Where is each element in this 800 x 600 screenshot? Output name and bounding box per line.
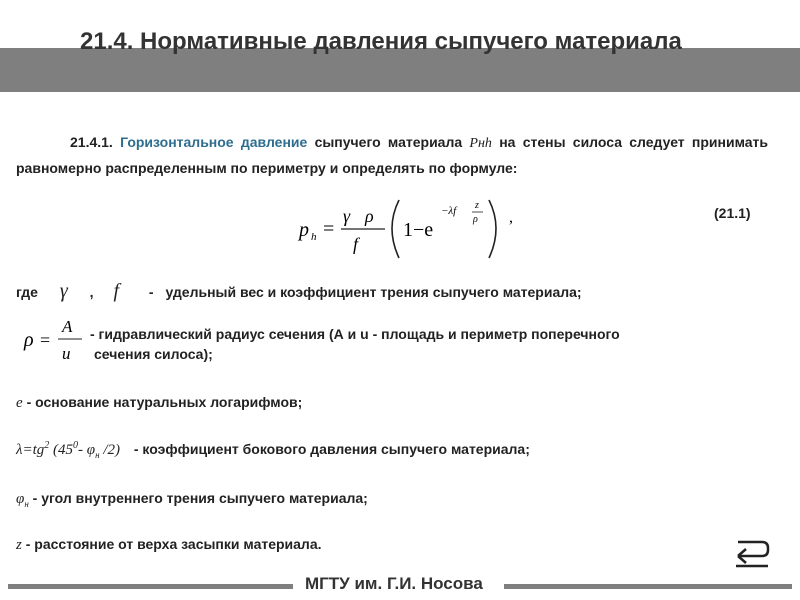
- where-dash: -: [148, 284, 154, 300]
- rho-text-1: - гидравлический радиус сечения (А и u - площадь и периметр поперечного: [90, 326, 620, 342]
- return-arrow-icon[interactable]: [732, 536, 772, 570]
- footer-text: МГТУ им. Г.И. Носова: [305, 574, 483, 593]
- where-line: [16, 280, 582, 303]
- formula-rho: ρ: [365, 206, 374, 226]
- formula-right-paren: [489, 200, 496, 258]
- rho-equals: =: [40, 330, 51, 350]
- formula-exp-num: z: [475, 200, 479, 211]
- footer-line-right: [504, 584, 792, 589]
- phi-text: - угол внутреннего трения сыпучего материала;: [32, 490, 368, 506]
- paragraph-text-a: сыпучего материала: [314, 134, 463, 150]
- formula-21-1: [295, 192, 525, 264]
- lambda-line: [16, 440, 530, 460]
- z-symbol: z: [16, 537, 22, 553]
- rho-text-2: сечения силоса);: [94, 346, 213, 362]
- formula-f: f: [353, 234, 359, 254]
- formula-left-paren: [392, 200, 399, 258]
- paragraph-21-4-1: [16, 130, 768, 180]
- footer-line-left: [8, 584, 293, 589]
- rho-denominator: u: [62, 344, 71, 363]
- rho-numerator: A: [62, 317, 73, 336]
- phi-symbol: $\varphi_н$: [16, 491, 29, 509]
- formula-trailing-comma: ,: [509, 209, 513, 226]
- paragraph-text-b: на стены силоса следует принимать равномерно распределенным по периметру и определять по формуле:: [16, 134, 769, 176]
- where-gamma: γ: [59, 280, 68, 302]
- formula-gamma: γ: [343, 206, 351, 226]
- where-prefix: где: [16, 284, 38, 300]
- formula-equals: =: [323, 218, 335, 240]
- formula-lhs: p: [299, 219, 309, 241]
- paragraph-highlight: Горизонтальное давление: [120, 134, 308, 150]
- where-comma: ,: [89, 284, 94, 300]
- paragraph-number: 21.4.1.: [70, 134, 113, 150]
- lambda-text: - коэффициент бокового давления сыпучего материала;: [133, 441, 530, 457]
- formula-number: (21.1): [714, 205, 751, 221]
- formula-one-minus-e: 1−e: [403, 219, 434, 241]
- z-text: - расстояние от верха засыпки материала.: [25, 536, 322, 552]
- e-text: - основание натуральных логарифмов;: [26, 394, 303, 410]
- e-line: [16, 394, 302, 412]
- rho-definition-formula: [22, 316, 92, 364]
- formula-lhs-sub: h: [311, 231, 317, 243]
- formula-exponent: −λf: [441, 205, 457, 217]
- where-text: удельный вес и коэффициент трения сыпучего материала;: [165, 284, 582, 300]
- where-f: f: [113, 280, 119, 302]
- paragraph-symbol: Pнh: [469, 136, 492, 151]
- formula-exp-den: ρ: [473, 214, 478, 225]
- z-line: [16, 536, 322, 554]
- phi-line: [16, 490, 368, 509]
- lambda-formula: $\lambda=tg^2$ ($45^0-$ $\varphi_н$ /2): [16, 440, 120, 460]
- slide-title: 21.4. Нормативные давления сыпучего материала: [80, 28, 682, 55]
- rho-symbol: ρ: [24, 329, 34, 351]
- e-symbol: e: [16, 395, 23, 411]
